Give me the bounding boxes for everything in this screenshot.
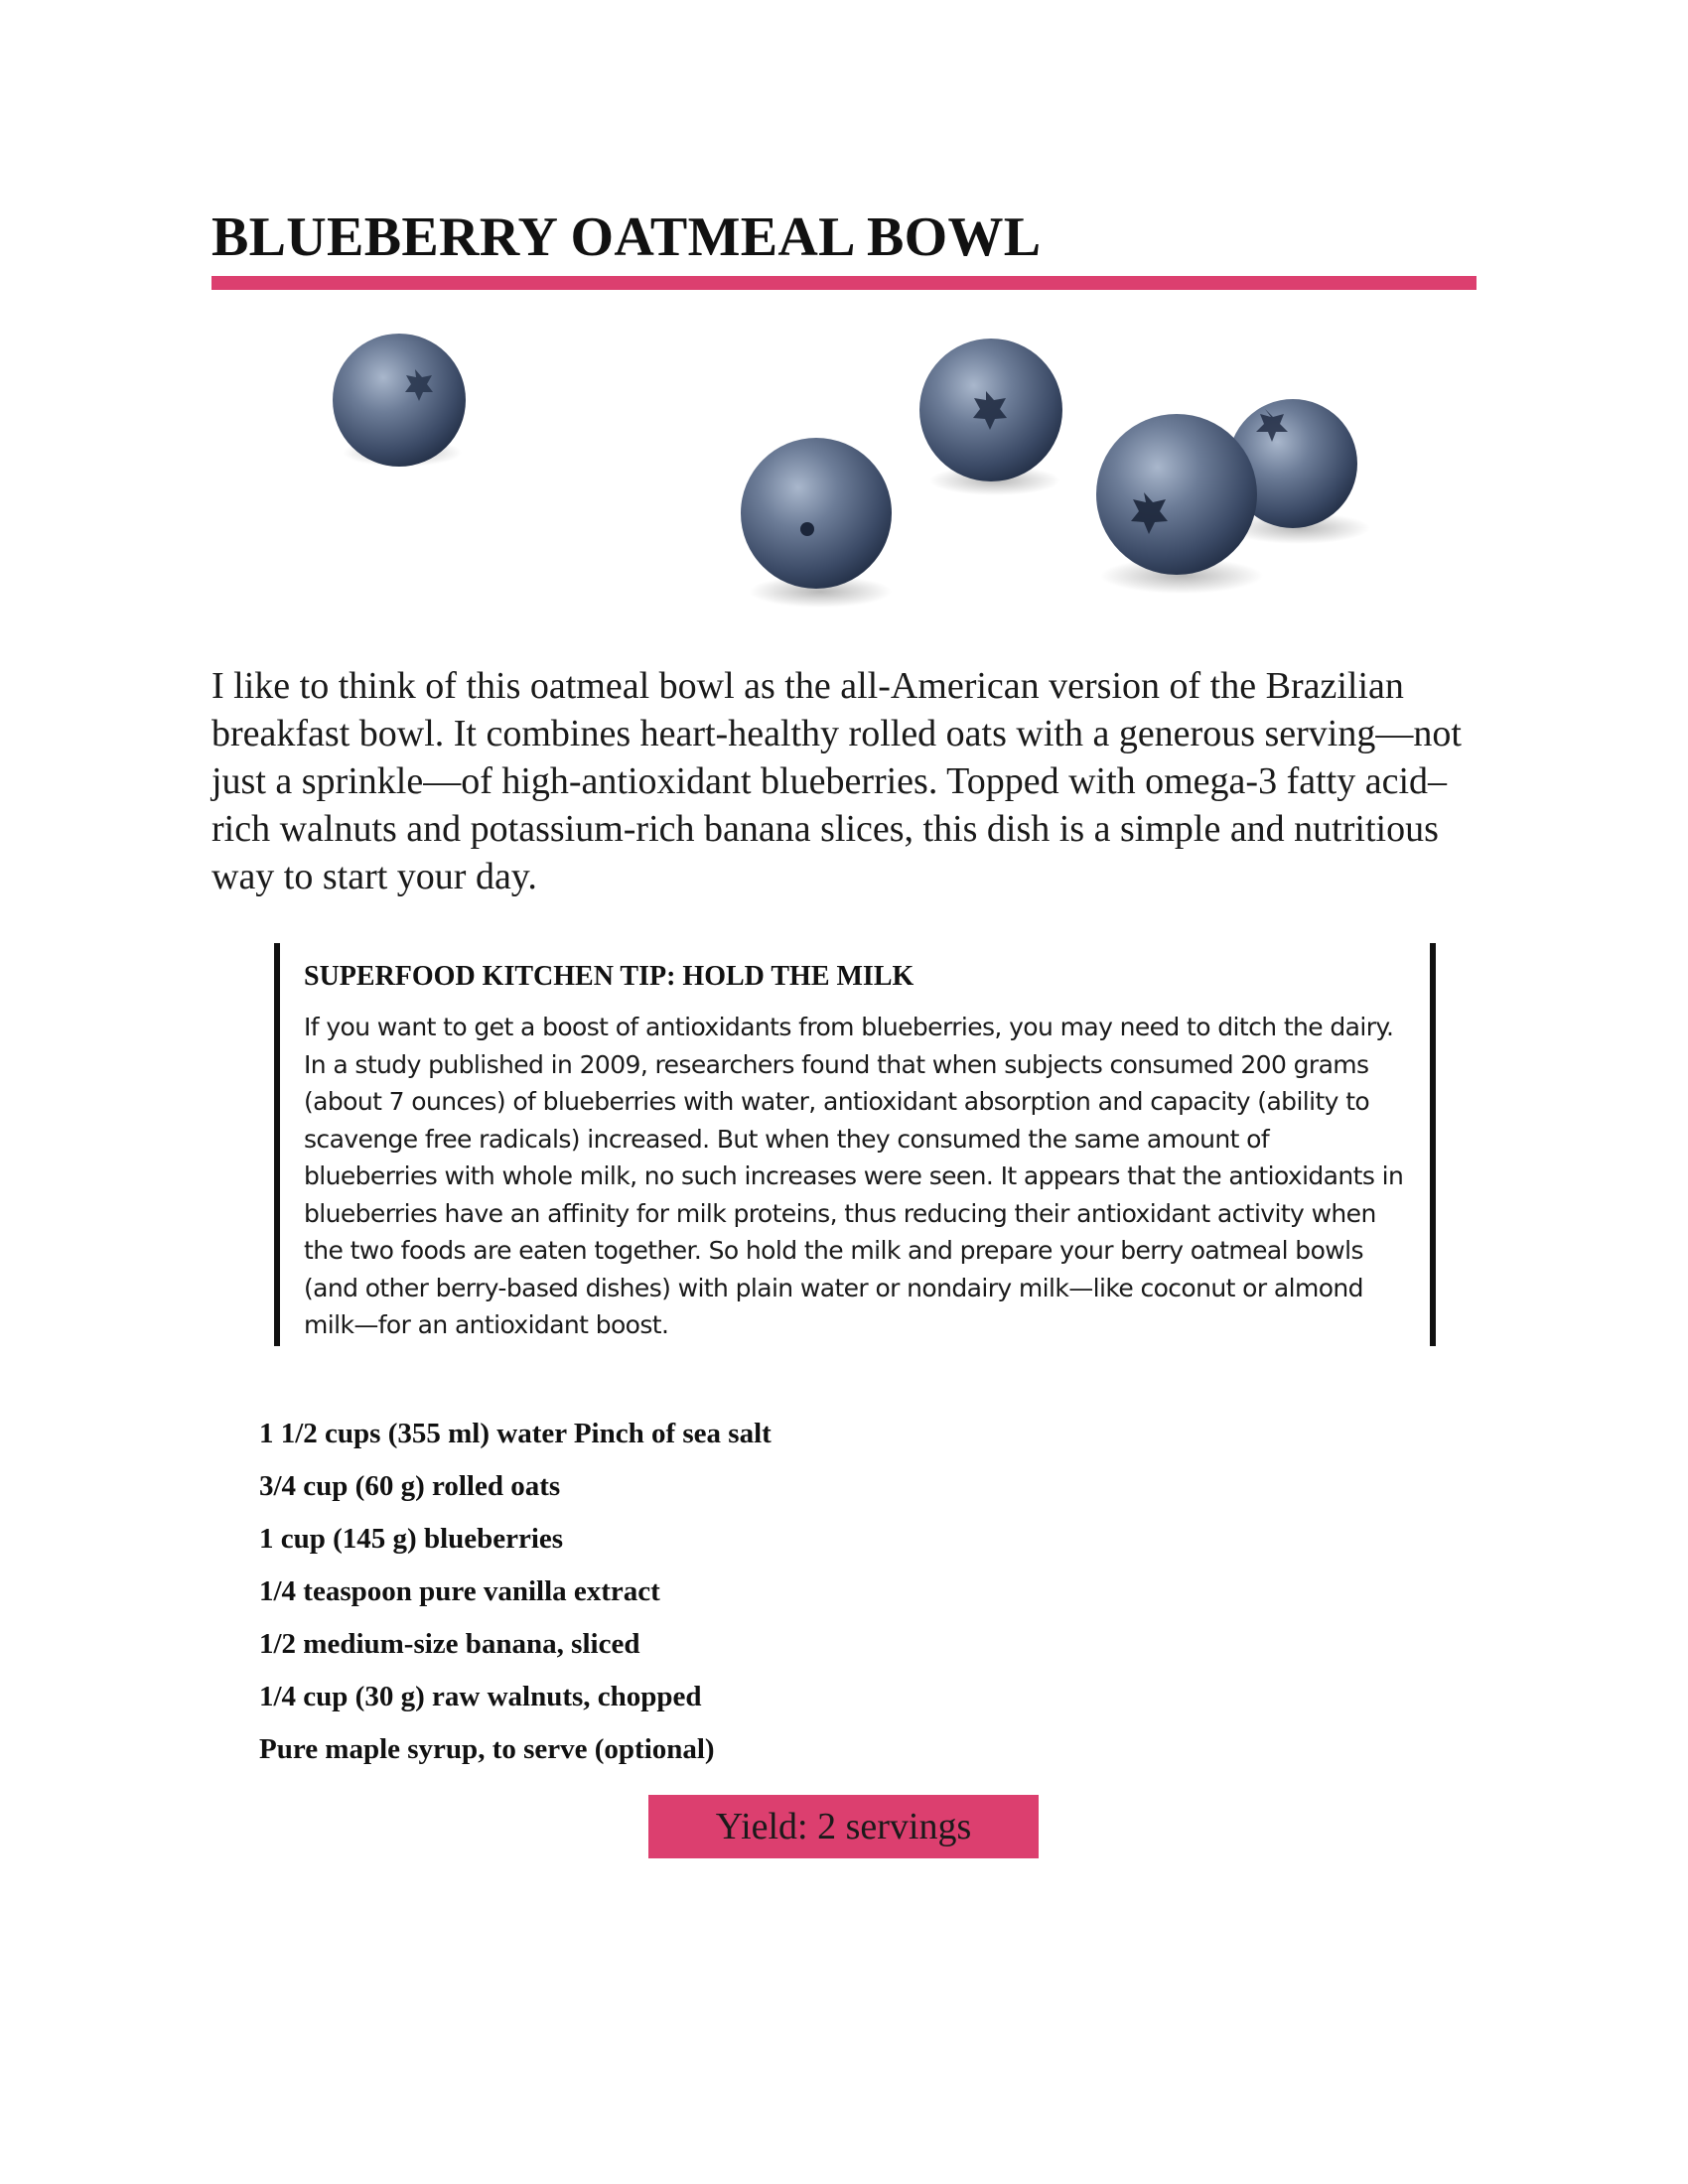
blueberry	[919, 339, 1062, 495]
ingredient-item: 1/2 medium-size banana, sliced	[259, 1628, 640, 1660]
title-underline	[211, 276, 1477, 290]
ingredient-item: 1 1/2 cups (355 ml) water Pinch of sea salt	[259, 1418, 772, 1449]
ingredient-item: Pure maple syrup, to serve (optional)	[259, 1733, 715, 1765]
blueberry	[741, 438, 892, 608]
tip-title: SUPERFOOD KITCHEN TIP: HOLD THE MILK	[304, 961, 914, 992]
blueberries-image	[298, 318, 1410, 615]
ingredient-list	[259, 1408, 772, 1776]
ingredient-item: 1/4 cup (30 g) raw walnuts, chopped	[259, 1681, 702, 1712]
tip-body: If you want to get a boost of antioxidants from blueberries, you may need to ditch the dairy. In a study published in 2009, researchers found that when subjects consumed 200 grams (about 7 ounces) of blueberries with water, antioxidant absorption and capacity (ability to scavenge free radicals) increased. But when they consumed the same amount of blueberries with whole milk, no such increases were seen. It appears that the antioxidants in blueberries have an affinity for milk proteins, thus reducing their antioxidant activity when the two foods are eaten together. So hold the milk and prepare your berry oatmeal bowls (and other berry-based dishes) with plain water or nondairy milk—like coconut or almond milk—for an antioxidant boost.	[304, 1013, 1404, 1339]
ingredient-item: 3/4 cup (60 g) rolled oats	[259, 1470, 561, 1502]
recipe-intro: I like to think of this oatmeal bowl as the all-American version of the Brazilian breakfast bowl. It combines heart-healthy rolled oats with a generous serving—not just a sprinkle—of high-antioxidant blueberries. Topped with omega-3 fatty acid–rich walnuts and potassium-rich banana slices, this dish is a simple and nutritious way to start your day.	[211, 665, 1462, 897]
ingredient-item: 1 cup (145 g) blueberries	[259, 1523, 564, 1555]
kitchen-tip-box	[274, 943, 1436, 1346]
yield-badge: Yield: 2 servings	[648, 1795, 1039, 1858]
blueberry	[333, 334, 466, 467]
recipe-title: BLUEBERRY OATMEAL BOWL	[211, 206, 1042, 268]
ingredient-item: 1/4 teaspoon pure vanilla extract	[259, 1575, 660, 1607]
